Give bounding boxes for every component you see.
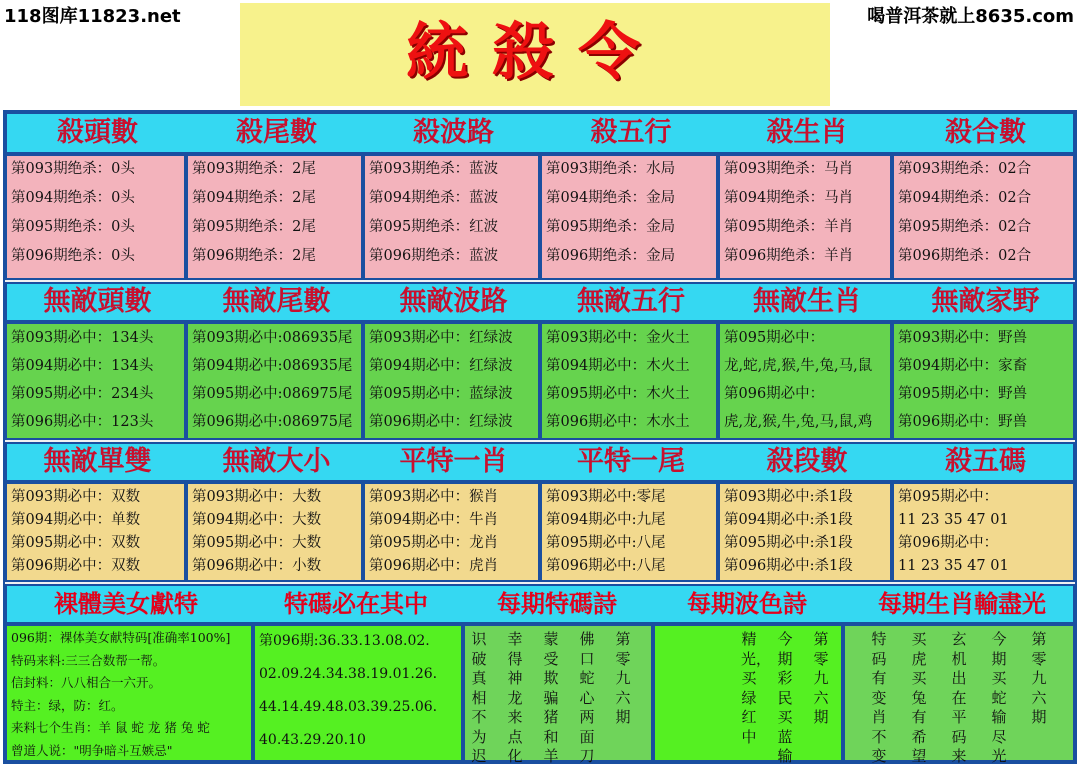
prediction-line: 第095期绝杀：金局 bbox=[546, 219, 676, 235]
prediction-line: 第093期绝杀：0头 bbox=[11, 161, 135, 177]
prediction-card bbox=[186, 154, 363, 280]
prediction-line: 第096期绝杀：2尾 bbox=[192, 248, 316, 264]
prediction-card bbox=[186, 322, 363, 440]
zodiac-poem-card bbox=[843, 624, 1075, 765]
section-title: 殺頭數 bbox=[57, 117, 138, 148]
poem-column: 精光，买绿红中 bbox=[741, 630, 772, 746]
section-header-1 bbox=[5, 112, 1075, 154]
clue-line: 特码来料:三三合数帮一帮。 bbox=[11, 652, 166, 668]
prediction-line: 第095期必中：龙肖 bbox=[369, 535, 499, 551]
section-title: 殺五行 bbox=[590, 117, 672, 148]
prediction-line: 虎,龙,猴,牛,兔,马,鼠,鸡 bbox=[724, 414, 873, 430]
prediction-line: 第096期必中:086975尾 bbox=[192, 414, 353, 430]
prediction-line: 第094期绝杀：金局 bbox=[546, 190, 676, 206]
prediction-card bbox=[892, 322, 1075, 440]
prediction-line: 第093期必中:零尾 bbox=[546, 489, 666, 505]
prediction-line: 第096期必中：小数 bbox=[192, 558, 322, 574]
prediction-line: 第095期必中：双数 bbox=[11, 535, 141, 551]
poem-column: 第零九六期 bbox=[1031, 630, 1047, 726]
prediction-line: 第095期绝杀：0头 bbox=[11, 219, 135, 235]
prediction-line: 第093期绝杀：2尾 bbox=[192, 161, 316, 177]
prediction-card bbox=[540, 322, 718, 440]
prediction-line: 第094期必中：家畜 bbox=[898, 358, 1028, 374]
poem-column: 今期彩民买蓝输 bbox=[777, 630, 793, 765]
section-title: 無敵生肖 bbox=[753, 286, 861, 317]
poem-column: 蒙受欺骗猪和羊 bbox=[543, 630, 559, 765]
prediction-line: 第095期绝杀：2尾 bbox=[192, 219, 316, 235]
prediction-line: 第094期必中:九尾 bbox=[546, 512, 666, 528]
prediction-line: 第094期绝杀：蓝波 bbox=[369, 190, 499, 206]
section-title: 無敵大小 bbox=[222, 446, 331, 477]
prediction-line: 第095期必中：蓝绿波 bbox=[369, 386, 513, 402]
prediction-line: 第096期绝杀：0头 bbox=[11, 248, 135, 264]
prediction-line: 第095期必中：木火土 bbox=[546, 386, 690, 402]
prediction-card bbox=[363, 322, 540, 440]
section-title: 每期特碼詩 bbox=[497, 590, 617, 618]
prediction-line: 第095期绝杀：02合 bbox=[898, 219, 1032, 235]
prediction-card bbox=[892, 154, 1075, 280]
page-title: 統殺令 bbox=[405, 15, 664, 88]
prediction-line: 第096期必中：123头 bbox=[11, 414, 154, 430]
clue-line: 来料七个生肖：羊 鼠 蛇 龙 猪 兔 蛇 bbox=[11, 720, 210, 735]
section-header-2 bbox=[5, 282, 1075, 322]
prediction-line: 第096期必中：木水土 bbox=[546, 414, 690, 430]
prediction-line: 第094期必中：红绿波 bbox=[369, 358, 513, 374]
section-title: 平特一尾 bbox=[577, 446, 685, 477]
prediction-line: 第094期必中:086935尾 bbox=[192, 358, 353, 374]
section-header-4 bbox=[5, 584, 1075, 624]
clue-line: 信封料：八八相合一六开。 bbox=[11, 675, 162, 690]
prediction-line: 第095期必中：野兽 bbox=[898, 386, 1028, 402]
section-title: 殺五碼 bbox=[945, 446, 1026, 477]
site-url-right[interactable]: 喝普洱茶就上8635.com bbox=[867, 6, 1074, 27]
prediction-line: 第094期必中:杀1段 bbox=[724, 512, 853, 528]
code-poem-card bbox=[463, 624, 653, 765]
poem-column: 幸得神龙来点化 bbox=[507, 630, 523, 765]
prediction-line: 第096期必中：虎肖 bbox=[369, 558, 499, 574]
prediction-line: 11 23 35 47 01 bbox=[898, 512, 1009, 528]
prediction-line: 第095期必中：234头 bbox=[11, 386, 154, 402]
section-title: 無敵單雙 bbox=[43, 446, 152, 477]
poem-column: 第零九六期 bbox=[615, 630, 631, 726]
prediction-line: 第095期必中:八尾 bbox=[546, 535, 666, 551]
prediction-line: 第094期必中：牛肖 bbox=[369, 512, 499, 528]
prediction-line: 第093期绝杀：蓝波 bbox=[369, 161, 499, 177]
section-title: 殺段數 bbox=[766, 446, 848, 477]
section-title: 無敵五行 bbox=[577, 286, 685, 317]
section-title: 無敵頭數 bbox=[43, 286, 152, 317]
section-title: 殺生肖 bbox=[766, 117, 848, 148]
prediction-line: 第096期必中： bbox=[898, 535, 999, 551]
prediction-line: 第094期必中：大数 bbox=[192, 512, 322, 528]
prediction-board bbox=[3, 110, 1077, 764]
prediction-card bbox=[540, 154, 718, 280]
prediction-line: 第095期必中： bbox=[898, 489, 999, 505]
prediction-card bbox=[892, 482, 1075, 582]
prediction-line: 第093期必中：金火土 bbox=[546, 330, 690, 346]
section-header-3 bbox=[5, 442, 1075, 482]
prediction-line: 第096期绝杀：羊肖 bbox=[724, 248, 854, 264]
beauty-clue-card bbox=[5, 624, 253, 762]
prediction-line: 第093期必中：大数 bbox=[192, 489, 322, 505]
prediction-line: 龙,蛇,虎,猴,牛,兔,马,鼠 bbox=[724, 358, 873, 374]
prediction-card bbox=[540, 482, 718, 582]
prediction-card bbox=[363, 154, 540, 280]
prediction-line: 第093期必中：134头 bbox=[11, 330, 154, 346]
section-title: 無敵尾數 bbox=[222, 286, 331, 317]
prediction-line: 第093期必中:杀1段 bbox=[724, 489, 853, 505]
number-line: 第096期:36.33.13.08.02. bbox=[259, 633, 430, 649]
prediction-card bbox=[718, 322, 892, 440]
prediction-line: 第093期绝杀：马肖 bbox=[724, 161, 854, 177]
section-title: 無敵波路 bbox=[399, 286, 508, 317]
section-title: 平特一肖 bbox=[399, 446, 508, 477]
prediction-line: 第095期必中:086975尾 bbox=[192, 386, 353, 402]
clue-line: 096期：裸体美女献特码[准确率100%] bbox=[11, 630, 231, 645]
poem-column: 今期买蛇输尽光 bbox=[991, 630, 1007, 765]
prediction-line: 第094期必中：134头 bbox=[11, 358, 154, 374]
site-url-left[interactable]: 118图库11823.net bbox=[4, 6, 181, 27]
prediction-card bbox=[363, 482, 540, 582]
prediction-card bbox=[5, 322, 186, 440]
prediction-line: 第093期必中:086935尾 bbox=[192, 330, 353, 346]
prediction-line: 第093期必中：猴肖 bbox=[369, 489, 499, 505]
prediction-line: 第096期绝杀：蓝波 bbox=[369, 248, 499, 264]
prediction-card bbox=[186, 482, 363, 582]
prediction-line: 第095期必中：大数 bbox=[192, 535, 322, 551]
section-title: 特碼必在其中 bbox=[284, 590, 428, 618]
poem-column: 买虎买兔有希望 bbox=[911, 630, 927, 765]
section-title: 殺合數 bbox=[945, 117, 1026, 148]
section-title: 每期波色詩 bbox=[687, 590, 807, 618]
prediction-line: 第096期绝杀：02合 bbox=[898, 248, 1032, 264]
prediction-line: 第094期绝杀：0头 bbox=[11, 190, 135, 206]
wave-poem-card bbox=[653, 624, 843, 765]
poem-column: 特码有变肖不变 bbox=[871, 630, 887, 765]
clue-line: 曾道人说："明争暗斗互嫉忌" bbox=[11, 742, 173, 758]
number-line: 02.09.24.34.38.19.01.26. bbox=[259, 666, 438, 682]
prediction-line: 第096期必中：野兽 bbox=[898, 414, 1028, 430]
section-title: 殺波路 bbox=[413, 117, 494, 148]
poem-column: 识破真相不为迟 bbox=[471, 630, 487, 765]
prediction-line: 第094期绝杀：02合 bbox=[898, 190, 1032, 206]
section-title: 每期生肖輸盡光 bbox=[878, 590, 1046, 618]
prediction-card bbox=[5, 482, 186, 582]
prediction-line: 第096期必中： bbox=[724, 386, 825, 402]
poem-column: 佛口蛇心两面刀 bbox=[579, 630, 595, 765]
section-title: 無敵家野 bbox=[931, 286, 1040, 317]
prediction-line: 11 23 35 47 01 bbox=[898, 558, 1009, 574]
prediction-line: 第095期必中:杀1段 bbox=[724, 535, 853, 551]
prediction-line: 第093期必中：双数 bbox=[11, 489, 141, 505]
prediction-line: 第096期绝杀：金局 bbox=[546, 248, 676, 264]
special-numbers-card bbox=[253, 624, 463, 762]
poem-column: 第零九六期 bbox=[813, 630, 829, 726]
prediction-card bbox=[5, 154, 186, 280]
prediction-line: 第094期必中：单数 bbox=[11, 512, 141, 528]
prediction-line: 第095期绝杀：红波 bbox=[369, 219, 499, 235]
number-line: 44.14.49.48.03.39.25.06. bbox=[259, 699, 438, 715]
prediction-line: 第093期必中：红绿波 bbox=[369, 330, 513, 346]
prediction-line: 第093期必中：野兽 bbox=[898, 330, 1028, 346]
prediction-line: 第094期绝杀：2尾 bbox=[192, 190, 316, 206]
clue-line: 特主：绿，防：红。 bbox=[11, 697, 124, 713]
prediction-line: 第095期必中： bbox=[724, 330, 825, 346]
prediction-card bbox=[718, 482, 892, 582]
section-title: 殺尾數 bbox=[236, 117, 317, 148]
prediction-line: 第094期必中：木火土 bbox=[546, 358, 690, 374]
prediction-line: 第093期绝杀：02合 bbox=[898, 161, 1032, 177]
prediction-line: 第096期必中：红绿波 bbox=[369, 414, 513, 430]
prediction-line: 第095期绝杀：羊肖 bbox=[724, 219, 854, 235]
prediction-line: 第094期绝杀：马肖 bbox=[724, 190, 854, 206]
poem-column: 玄机出在平码来 bbox=[951, 630, 967, 765]
section-title: 裸體美女獻特 bbox=[54, 590, 198, 618]
prediction-line: 第093期绝杀：水局 bbox=[546, 161, 676, 177]
prediction-line: 第096期必中:杀1段 bbox=[724, 558, 853, 574]
prediction-line: 第096期必中:八尾 bbox=[546, 558, 666, 574]
prediction-line: 第096期必中：双数 bbox=[11, 558, 141, 574]
number-line: 40.43.29.20.10 bbox=[259, 732, 366, 748]
prediction-card bbox=[718, 154, 892, 280]
